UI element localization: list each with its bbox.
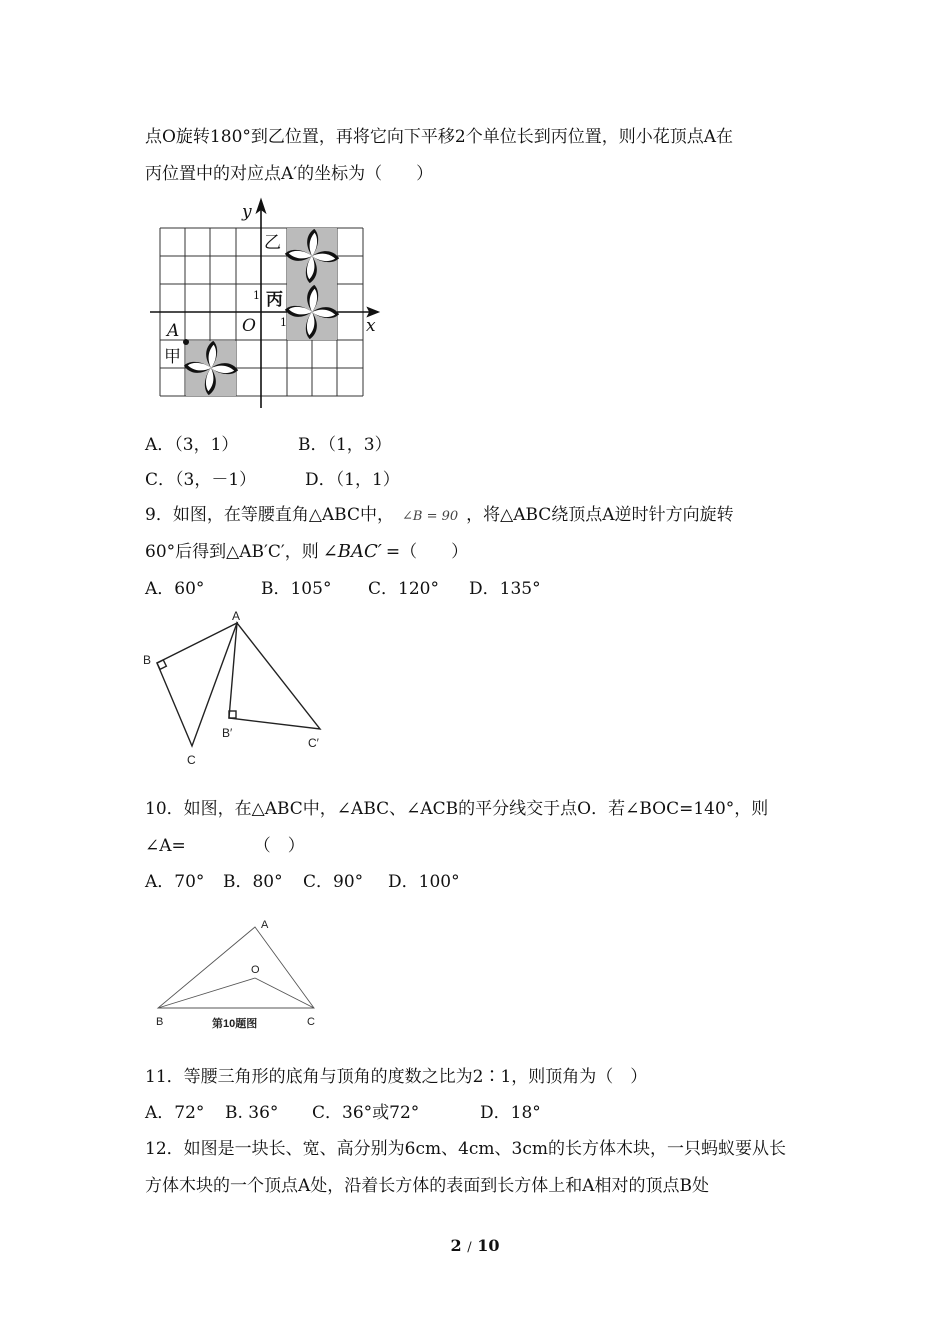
q8-grid-figure — [150, 196, 390, 410]
q9-option-c[interactable]: C．120° — [368, 579, 439, 599]
svg-text:C′: C′ — [308, 736, 319, 750]
q9-text-line1: 9．如图，在等腰直角△ABC中， ∠B = 90 ，将△ABC绕顶点A逆时针方向旋转 — [145, 505, 734, 525]
q10-option-c[interactable]: C．90° — [303, 872, 364, 892]
q10-option-d[interactable]: D．100° — [388, 872, 460, 892]
q9-option-b[interactable]: B．105° — [261, 579, 332, 599]
q9-triangle-figure — [138, 606, 338, 770]
q11-option-c[interactable]: C．36°或72° — [312, 1103, 420, 1123]
flower-jia-icon — [183, 339, 239, 396]
svg-text:B′: B′ — [222, 726, 233, 740]
q10-option-b[interactable]: B．80° — [223, 872, 283, 892]
q9-options — [145, 579, 541, 599]
q8-option-b[interactable]: B．（1，3） — [298, 435, 392, 455]
q12-text-line1: 12．如图是一块长、宽、高分别为6cm、4cm、3cm的长方体木块，一只蚂蚁要从长 — [145, 1139, 787, 1159]
q11-options — [145, 1103, 541, 1123]
svg-text:y: y — [242, 202, 252, 222]
q9-option-d[interactable]: D．135° — [469, 579, 541, 599]
q12-text-line2: 方体木块的一个顶点A处，沿着长方体的表面到长方体上和A相对的顶点B处 — [145, 1176, 710, 1196]
page-number: 2 / 10 — [450, 1236, 500, 1255]
q8-option-d[interactable]: D．（1，1） — [305, 470, 400, 490]
q8-options-row1 — [145, 435, 392, 455]
q10-options — [145, 872, 460, 892]
q8-option-a[interactable]: A．（3，1） — [145, 435, 239, 455]
svg-text:x: x — [366, 316, 376, 336]
svg-text:A: A — [232, 609, 241, 623]
q9-text-line2: 60°后得到△AB′C′，则 ∠BAC′ =（ ） — [145, 541, 469, 562]
q10-option-a[interactable]: A．70° — [145, 872, 205, 892]
svg-text:A: A — [167, 321, 180, 341]
flower-bing-icon — [284, 284, 339, 340]
svg-text:C: C — [187, 753, 196, 767]
q10-triangle-figure — [150, 910, 330, 1034]
q11-option-d[interactable]: D．18° — [480, 1103, 541, 1123]
q11-option-a[interactable]: A．72° — [145, 1103, 205, 1123]
svg-text:B: B — [143, 653, 152, 667]
angle-bac-formula: ∠BAC′ — [322, 541, 382, 562]
q9-option-a[interactable]: A．60° — [145, 579, 205, 599]
q8-options-row2 — [145, 470, 400, 490]
q8-text-line1: 点O旋转180°到乙位置，再将它向下平移2个单位长到丙位置，则小花顶点A在 — [145, 127, 733, 147]
flower-yi-icon — [284, 228, 339, 284]
svg-text:丙: 丙 — [266, 290, 283, 310]
svg-text:1: 1 — [253, 289, 260, 302]
svg-text:甲: 甲 — [164, 347, 181, 367]
svg-text:1: 1 — [280, 316, 287, 329]
svg-text:C: C — [307, 1016, 315, 1028]
q11-text-line1: 11．等腰三角形的底角与顶角的度数之比为2∶1，则顶角为（ ） — [145, 1067, 648, 1087]
q10-text-line2: ∠A= （ ） — [145, 836, 305, 856]
svg-text:A: A — [261, 919, 269, 931]
svg-text:O: O — [242, 316, 256, 336]
svg-text:B: B — [156, 1016, 164, 1028]
q11-option-b[interactable]: B. 36° — [225, 1103, 279, 1123]
q8-option-c[interactable]: C．（3，－1） — [145, 470, 257, 490]
q8-text-line2: 丙位置中的对应点A′的坐标为（ ） — [145, 164, 434, 184]
q10-text-line1: 10．如图，在△ABC中，∠ABC、∠ACB的平分线交于点O．若∠BOC=140°，则 — [145, 799, 769, 819]
svg-text:第10题图: 第10题图 — [212, 1018, 258, 1030]
svg-text:O: O — [251, 964, 260, 976]
svg-text:乙: 乙 — [264, 233, 281, 253]
angle-b-formula: ∠B = 90 — [401, 509, 459, 524]
